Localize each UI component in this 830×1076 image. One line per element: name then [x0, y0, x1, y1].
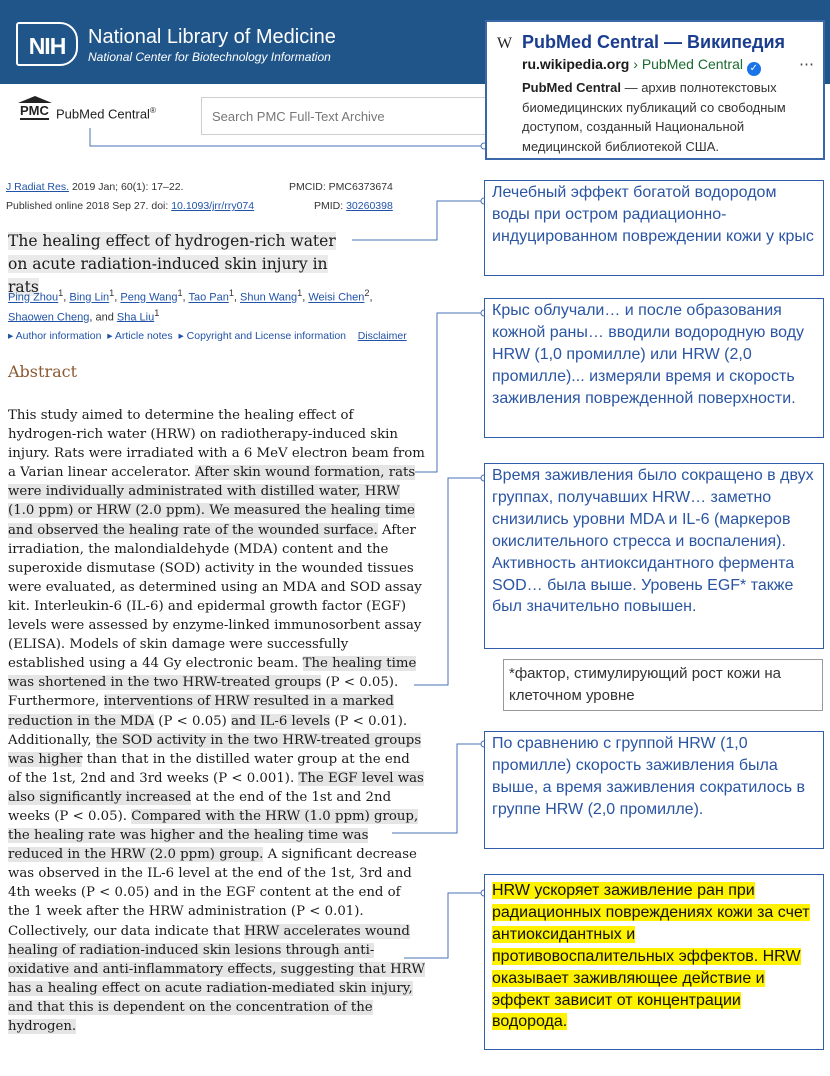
nih-logo[interactable]: NIH [16, 22, 78, 66]
author-information-toggle[interactable]: Author information [15, 330, 102, 342]
pmid-link[interactable]: 30260398 [346, 200, 393, 212]
wiki-description: PubMed Central — архив полнотекстовых биомедицинских публикаций со свободным доступом, созданный Национальной медицинской библиотекой США. [522, 80, 786, 154]
article-notes-bar: ▸ Author information ▸ Article notes ▸ Copyright and License information Disclaimer [8, 330, 407, 342]
annotation-footnote: *фактор, стимулирующий рост кожи на клеточном уровне [503, 659, 823, 711]
disclaimer-link[interactable]: Disclaimer [357, 330, 407, 342]
annotation-results: Время заживления было сокращено в двух группах, получавших HRW… заметно снизились уровни MDA и IL-6 (маркеров окислительного стресса и воспаления). Активность антиоксидантного фермента SOD… была выше. Уровень EGF* также был значительно повышен. [484, 463, 824, 649]
wikipedia-icon: W [497, 35, 513, 52]
annotation-methods: Крыс облучали… и после образования кожной раны… вводили водородную воду HRW (1,0 промилле) или HRW (2,0 промилле)... измеряли время и скорость заживления поврежденной поверхности. [484, 298, 824, 438]
author-link[interactable]: Shun Wang [240, 291, 298, 304]
pmc-mark: PMC [20, 103, 49, 118]
author-link[interactable]: Tao Pan [188, 291, 229, 304]
pmcid: PMCID: PMC6373674 [289, 181, 393, 193]
article-notes-toggle[interactable]: Article notes [114, 330, 173, 342]
author-link[interactable]: Sha Liu [116, 311, 155, 324]
author-link[interactable]: Peng Wang [120, 291, 178, 304]
ncbi-subtitle: National Center for Biotechnology Information [88, 50, 331, 64]
author-list: Ping Zhou$^1$, Bing Lin$^1$, Peng Wang$^1$, Tao Pan$^1$, Shun Wang$^1$, Weisi Chen$^2$, Shaowen Cheng, and Sha Liu$^1$ [8, 288, 373, 324]
wiki-url[interactable]: ru.wikipedia.org › PubMed Central ✓ [522, 56, 761, 76]
abstract-heading: Abstract [8, 362, 78, 381]
author-link[interactable]: Ping Zhou [8, 291, 59, 304]
author-link[interactable]: Bing Lin [69, 291, 110, 304]
more-options-icon[interactable]: ⋯ [799, 56, 815, 73]
doi-link[interactable]: 10.1093/jrr/rry074 [171, 200, 255, 212]
abstract-text: This study aimed to determine the healing effect of hydrogen-rich water (HRW) on radiotherapy-induced skin injury. Rats were irradiated with a 6 MeV electron beam from a Varian linear accelerator. After skin wound formation, rats were individually administrated with distilled water, HRW (1.0 ppm) or HRW (2.0 ppm). We measured the healing time and observed the healing rate of the wounded surface. After irradiation, the malondialdehyde (MDA) content and the superoxide dismutase (SOD) activity in the wounded tissues were evaluated, as determined using an MDA and SOD assay kit. Interleukin-6 (IL-6) and epidermal growth factor (EGF) levels were assessed by enzyme-linked immunosorbent assay (ELISA). Models of skin damage were successfully established using a 44 Gy electronic beam. The healing time was shortened in the two HRW-treated groups (P < 0.05). Furthermore, interventions of HRW resulted in a marked reduction in the MDA (P < 0.05) and IL-6 levels (P < 0.01). Additionally, the SOD activity in the two HRW-treated groups was higher than that in the distilled water group at the end of the 1st, 2nd and 3rd weeks (P < 0.001). The EGF level was also significantly increased at the end of the 1st and 2nd weeks (P < 0.05). Compared with the HRW (1.0 ppm) group, the healing rate was higher and the healing time was reduced in the HRW (2.0 ppm) group. A significant decrease was observed in the IL-6 level at the end of the 1st, 3rd and 4th weeks (P < 0.05) and in the EGF content at the end of the 1 week after the HRW administration (P < 0.01). Collectively, our data indicate that HRW accelerates wound healing of radiation-induced skin lesions through anti-oxidative and anti-inflammatory effects, suggesting that HRW has a healing effect on acute radiation-mediated skin injury, and that this is dependent on the concentration of the hydrogen. [8, 408, 426, 1034]
annotation-comparison: По сравнению с группой HRW (1,0 промилле) скорость заживления была выше, а время заживления сократилось в группе HRW (2,0 промилле). [484, 731, 824, 849]
annotation-conclusion: HRW ускоряет заживление ран при радиационных повреждениях кожи за счет антиоксидантных и противовоспалительных эффектов. HRW оказывает заживляющее действие и эффект зависит от концентрации водорода. [484, 874, 824, 1050]
author-link[interactable]: Weisi Chen [308, 291, 365, 304]
verified-icon: ✓ [747, 62, 761, 76]
journal-link[interactable]: J Radiat Res. [6, 181, 70, 193]
nlm-title[interactable]: National Library of Medicine [88, 26, 336, 48]
wikipedia-card[interactable] [485, 20, 825, 160]
published-line: Published online 2018 Sep 27. doi: 10.1093/jrr/rry074 [6, 200, 255, 212]
wiki-title[interactable]: PubMed Central — Википедия [522, 32, 786, 52]
author-link[interactable]: Shaowen Cheng [8, 311, 90, 324]
article-title: The healing effect of hydrogen-rich water on acute radiation-induced skin injury in rats [8, 232, 336, 296]
copyright-toggle[interactable]: Copyright and License information [186, 330, 347, 342]
citation: J Radiat Res. 2019 Jan; 60(1): 17–22. [6, 181, 184, 193]
pmid-line: PMID: 30260398 [314, 200, 393, 212]
annotation-title-translation: Лечебный эффект богатой водородом воды при остром радиационно-индуцированном повреждении кожи у крыс [484, 180, 824, 276]
pmc-name: PubMed Central® [56, 106, 156, 122]
